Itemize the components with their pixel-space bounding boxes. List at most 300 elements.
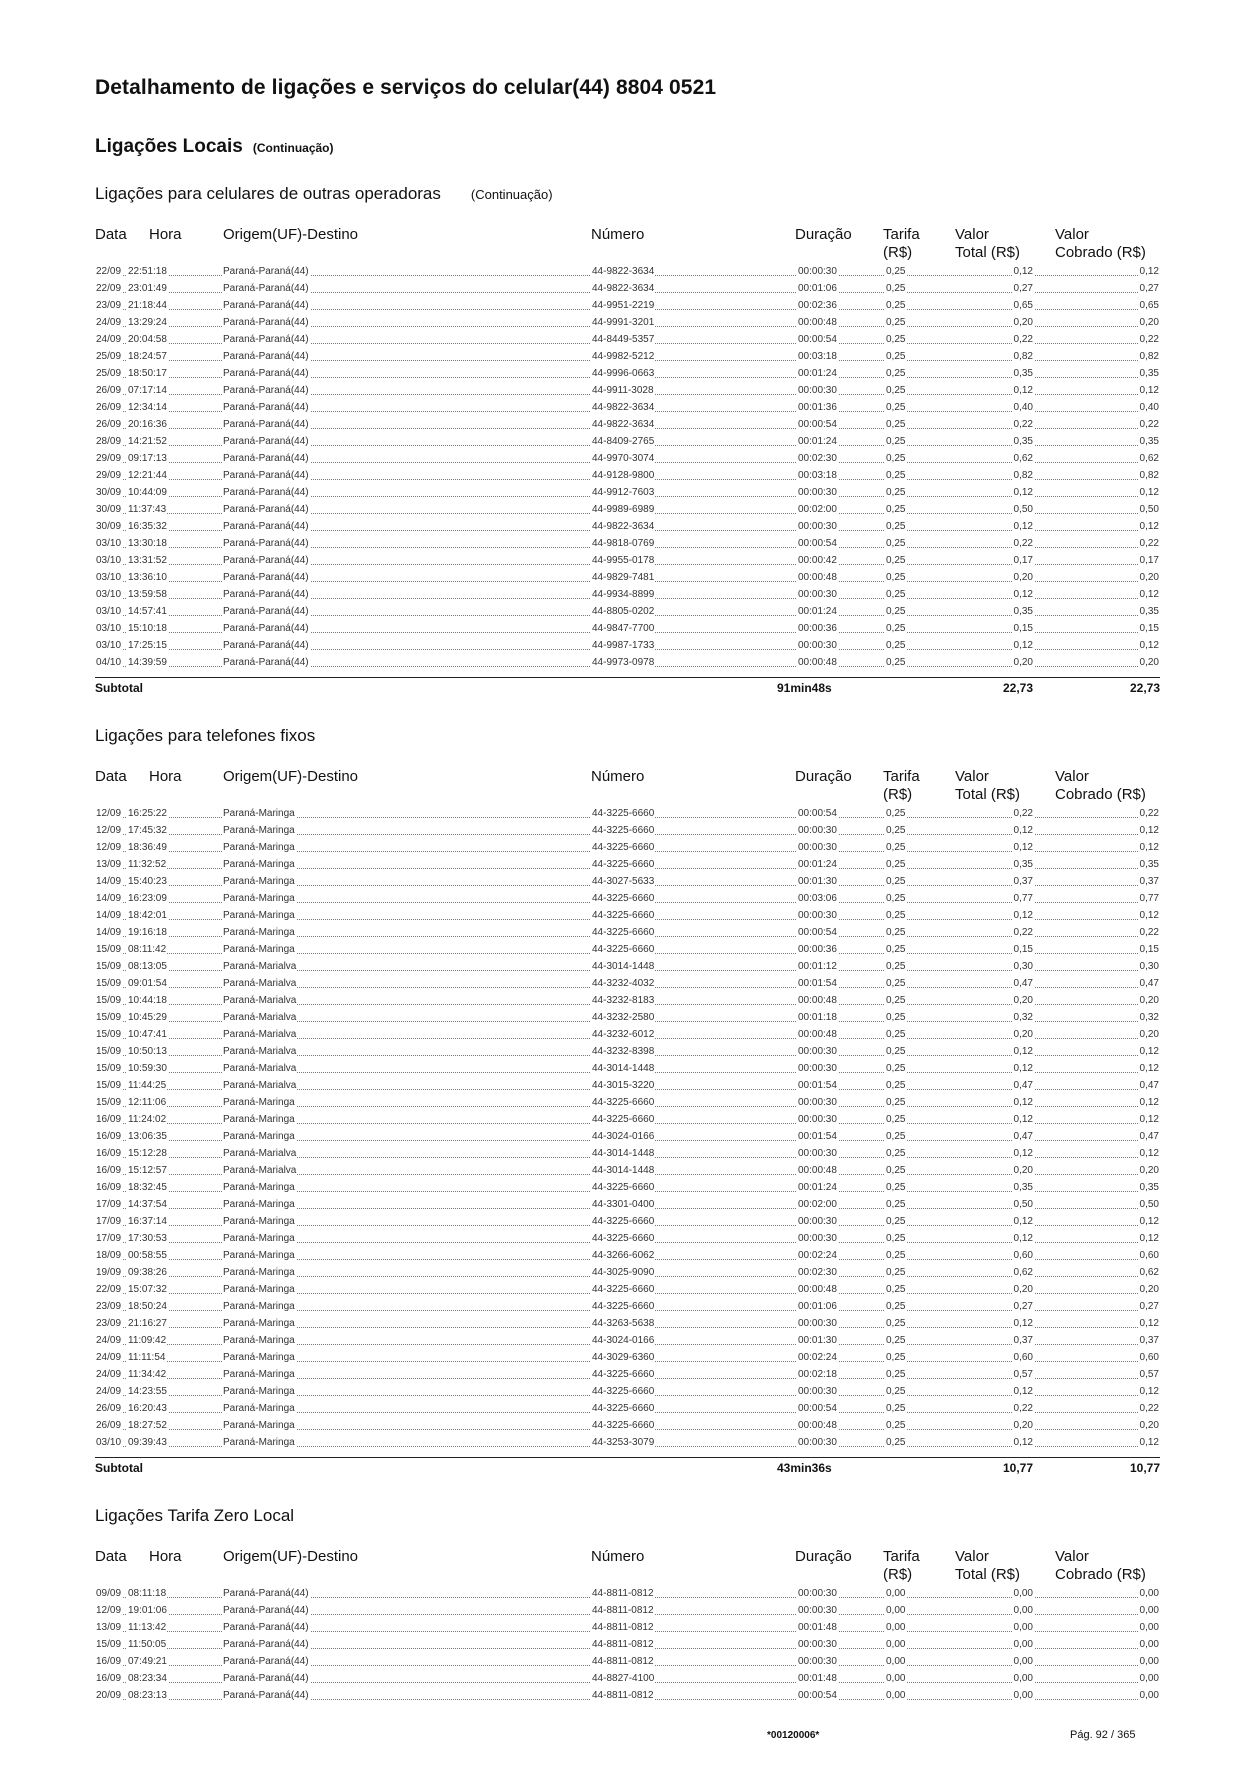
rate-cell: 0,25 (885, 1179, 906, 1196)
origin-destination-cell: Paraná-Maringa (222, 1417, 296, 1434)
charged-value-cell: 0,20 (1139, 654, 1160, 671)
charged-value-cell: 0,12 (1139, 1434, 1160, 1451)
total-value-cell: 0,47 (1013, 1128, 1034, 1145)
origin-destination-cell: Paraná-Maringa (222, 1264, 296, 1281)
time-cell: 17:30:53 (127, 1230, 168, 1247)
spacer (95, 1478, 1160, 1492)
origin-destination-cell: Paraná-Maringa (222, 822, 296, 839)
origin-destination-cell: Paraná-Maringa (222, 924, 296, 941)
subtotal-row (95, 1457, 1160, 1478)
rate-cell: 0,25 (885, 873, 906, 890)
origin-destination-cell: Paraná-Paraná(44) (222, 365, 310, 382)
time-cell: 12:11:06 (127, 1094, 167, 1111)
header-hora: Hora (149, 226, 182, 243)
table-row (95, 1619, 1160, 1636)
date-cell: 03/10 (95, 569, 122, 586)
rate-cell: 0,25 (885, 941, 906, 958)
charged-value-cell: 0,00 (1139, 1670, 1160, 1687)
rate-cell: 0,25 (885, 654, 906, 671)
charged-value-cell: 0,12 (1139, 1145, 1160, 1162)
date-cell: 15/09 (95, 992, 122, 1009)
time-cell: 13:06:35 (127, 1128, 168, 1145)
time-cell: 13:36:10 (127, 569, 168, 586)
time-cell: 17:45:32 (127, 822, 168, 839)
rate-cell: 0,25 (885, 280, 906, 297)
time-cell: 11:34:42 (127, 1366, 167, 1383)
table-row (95, 1332, 1160, 1349)
date-cell: 18/09 (95, 1247, 122, 1264)
total-value-cell: 0,15 (1013, 941, 1034, 958)
table-row (95, 433, 1160, 450)
charged-value-cell: 0,20 (1139, 1026, 1160, 1043)
total-value-cell: 0,82 (1013, 467, 1034, 484)
time-cell: 15:07:32 (127, 1281, 168, 1298)
origin-destination-cell: Paraná-Maringa (222, 839, 296, 856)
origin-destination-cell: Paraná-Maringa (222, 1247, 296, 1264)
date-cell: 30/09 (95, 518, 122, 535)
rate-cell: 0,25 (885, 992, 906, 1009)
table-row (95, 348, 1160, 365)
charged-value-cell: 0,12 (1139, 1111, 1160, 1128)
charged-value-cell: 0,00 (1139, 1687, 1160, 1704)
charged-value-cell: 0,20 (1139, 314, 1160, 331)
table-row (95, 416, 1160, 433)
charged-value-cell: 0,00 (1139, 1619, 1160, 1636)
duration-cell: 00:02:00 (797, 1196, 838, 1213)
number-cell: 44-3225-6660 (591, 1417, 655, 1434)
total-value-cell: 0,12 (1013, 263, 1034, 280)
date-cell: 28/09 (95, 433, 122, 450)
number-cell: 44-3225-6660 (591, 1298, 655, 1315)
origin-destination-cell: Paraná-Paraná(44) (222, 501, 310, 518)
duration-cell: 00:00:30 (797, 1434, 838, 1451)
date-cell: 17/09 (95, 1196, 122, 1213)
duration-cell: 00:00:30 (797, 518, 838, 535)
total-value-cell: 0,00 (1013, 1687, 1034, 1704)
rate-cell: 0,25 (885, 1400, 906, 1417)
date-cell: 03/10 (95, 603, 122, 620)
charged-value-cell: 0,60 (1139, 1247, 1160, 1264)
header-data: Data (95, 1548, 127, 1565)
charged-value-cell: 0,12 (1139, 839, 1160, 856)
header-tarifa (883, 1548, 920, 1584)
charged-value-cell: 0,35 (1139, 433, 1160, 450)
rate-cell: 0,00 (885, 1670, 906, 1687)
number-cell: 44-9818-0769 (591, 535, 655, 552)
time-cell: 15:12:28 (127, 1145, 168, 1162)
header-tarifa-line2: (R$) (883, 244, 913, 261)
duration-cell: 00:00:30 (797, 1383, 838, 1400)
time-cell: 08:11:18 (127, 1585, 167, 1602)
rate-cell: 0,25 (885, 552, 906, 569)
charged-value-cell: 0,12 (1139, 1230, 1160, 1247)
rate-cell: 0,25 (885, 399, 906, 416)
total-value-cell: 0,57 (1013, 1366, 1034, 1383)
date-cell: 13/09 (95, 1619, 122, 1636)
charged-value-cell: 0,00 (1139, 1585, 1160, 1602)
header-valor-cobrado-line1: Valor (1055, 1548, 1089, 1565)
header-tarifa-line1: Tarifa (883, 1548, 920, 1565)
time-cell: 18:42:01 (127, 907, 168, 924)
duration-cell: 00:00:36 (797, 941, 838, 958)
number-cell: 44-8811-0812 (591, 1585, 655, 1602)
table-row (95, 873, 1160, 890)
section-title (95, 136, 1160, 158)
origin-destination-cell: Paraná-Maringa (222, 1094, 296, 1111)
origin-destination-cell: Paraná-Maringa (222, 1298, 296, 1315)
number-cell: 44-3225-6660 (591, 907, 655, 924)
total-value-cell: 0,27 (1013, 1298, 1034, 1315)
table-row (95, 1009, 1160, 1026)
section-name: Ligações Locais (95, 136, 243, 157)
rate-cell: 0,25 (885, 1077, 906, 1094)
total-value-cell: 0,00 (1013, 1653, 1034, 1670)
charged-value-cell: 0,50 (1139, 1196, 1160, 1213)
header-data: Data (95, 226, 127, 243)
header-valor-total-line1: Valor (955, 768, 989, 785)
number-cell: 44-3225-6660 (591, 1094, 655, 1111)
duration-cell: 00:02:36 (797, 297, 838, 314)
table-row (95, 1060, 1160, 1077)
time-cell: 18:36:49 (127, 839, 168, 856)
total-value-cell: 0,22 (1013, 331, 1034, 348)
date-cell: 24/09 (95, 331, 122, 348)
duration-cell: 00:00:30 (797, 1145, 838, 1162)
table-row (95, 1417, 1160, 1434)
total-value-cell: 0,20 (1013, 1417, 1034, 1434)
table-row (95, 1196, 1160, 1213)
charged-value-cell: 0,20 (1139, 1417, 1160, 1434)
origin-destination-cell: Paraná-Marialva (222, 975, 297, 992)
duration-cell: 00:00:54 (797, 1400, 838, 1417)
origin-destination-cell: Paraná-Marialva (222, 1009, 297, 1026)
table-row (95, 941, 1160, 958)
number-cell: 44-9951-2219 (591, 297, 655, 314)
time-cell: 18:27:52 (127, 1417, 168, 1434)
date-cell: 17/09 (95, 1230, 122, 1247)
origin-destination-cell: Paraná-Paraná(44) (222, 484, 310, 501)
time-cell: 13:31:52 (127, 552, 168, 569)
date-cell: 26/09 (95, 416, 122, 433)
duration-cell: 00:01:36 (797, 399, 838, 416)
rate-cell: 0,25 (885, 603, 906, 620)
number-cell: 44-3232-6012 (591, 1026, 655, 1043)
time-cell: 12:34:14 (127, 399, 168, 416)
time-cell: 15:12:57 (127, 1162, 168, 1179)
rate-cell: 0,25 (885, 1213, 906, 1230)
total-value-cell: 0,12 (1013, 518, 1034, 535)
table-row (95, 907, 1160, 924)
total-value-cell: 0,37 (1013, 1332, 1034, 1349)
charged-value-cell: 0,40 (1139, 399, 1160, 416)
duration-cell: 00:03:18 (797, 348, 838, 365)
table-row (95, 839, 1160, 856)
subtotal-label: Subtotal (95, 1461, 143, 1475)
total-value-cell: 0,12 (1013, 839, 1034, 856)
header-valor-total-line2: Total (R$) (955, 1566, 1021, 1583)
table-row (95, 535, 1160, 552)
table-row (95, 620, 1160, 637)
date-cell: 03/10 (95, 586, 122, 603)
time-cell: 13:30:18 (127, 535, 168, 552)
rate-cell: 0,25 (885, 569, 906, 586)
date-cell: 20/09 (95, 1687, 122, 1704)
header-tarifa (883, 226, 920, 262)
origin-destination-cell: Paraná-Maringa (222, 1179, 296, 1196)
table-row (95, 1298, 1160, 1315)
table-row (95, 569, 1160, 586)
origin-destination-cell: Paraná-Maringa (222, 856, 296, 873)
charged-value-cell: 0,20 (1139, 992, 1160, 1009)
origin-destination-cell: Paraná-Paraná(44) (222, 348, 310, 365)
header-numero: Número (591, 768, 645, 785)
total-value-cell: 0,15 (1013, 620, 1034, 637)
charged-value-cell: 0,22 (1139, 805, 1160, 822)
date-cell: 16/09 (95, 1162, 122, 1179)
time-cell: 10:47:41 (127, 1026, 168, 1043)
header-tarifa-line2: (R$) (883, 1566, 913, 1583)
total-value-cell: 0,47 (1013, 975, 1034, 992)
duration-cell: 00:01:24 (797, 856, 838, 873)
duration-cell: 00:00:48 (797, 569, 838, 586)
time-cell: 14:37:54 (127, 1196, 168, 1213)
charged-value-cell: 0,12 (1139, 1383, 1160, 1400)
origin-destination-cell: Paraná-Paraná(44) (222, 654, 310, 671)
rate-cell: 0,25 (885, 535, 906, 552)
table-row (95, 1383, 1160, 1400)
date-cell: 24/09 (95, 314, 122, 331)
header-valor-cobrado (1055, 768, 1146, 804)
table-row (95, 1585, 1160, 1602)
date-cell: 23/09 (95, 1298, 122, 1315)
total-value-cell: 0,35 (1013, 1179, 1034, 1196)
table-row (95, 1094, 1160, 1111)
total-value-cell: 0,22 (1013, 416, 1034, 433)
origin-destination-cell: Paraná-Paraná(44) (222, 569, 310, 586)
duration-cell: 00:00:48 (797, 1026, 838, 1043)
duration-cell: 00:00:54 (797, 331, 838, 348)
number-cell: 44-3232-8398 (591, 1043, 655, 1060)
time-cell: 11:11:54 (127, 1349, 166, 1366)
charged-value-cell: 0,77 (1139, 890, 1160, 907)
header-valor-cobrado-line2: Cobrado (R$) (1055, 786, 1146, 803)
number-cell: 44-3225-6660 (591, 1179, 655, 1196)
duration-cell: 00:01:48 (797, 1619, 838, 1636)
table-row (95, 1179, 1160, 1196)
charged-value-cell: 0,22 (1139, 331, 1160, 348)
number-cell: 44-3024-0166 (591, 1128, 655, 1145)
header-duracao: Duração (795, 768, 852, 785)
duration-cell: 00:00:30 (797, 1585, 838, 1602)
number-cell: 44-9970-3074 (591, 450, 655, 467)
duration-cell: 00:02:24 (797, 1349, 838, 1366)
header-valor-total-line1: Valor (955, 226, 989, 243)
table-row (95, 654, 1160, 671)
time-cell: 14:23:55 (127, 1383, 168, 1400)
date-cell: 16/09 (95, 1128, 122, 1145)
number-cell: 44-3266-6062 (591, 1247, 655, 1264)
date-cell: 26/09 (95, 1417, 122, 1434)
time-cell: 18:32:45 (127, 1179, 168, 1196)
date-cell: 22/09 (95, 280, 122, 297)
date-cell: 12/09 (95, 805, 122, 822)
table-row (95, 603, 1160, 620)
subtotal-duration: 43min36s (777, 1461, 832, 1475)
header-tarifa (883, 768, 920, 804)
total-value-cell: 0,62 (1013, 1264, 1034, 1281)
date-cell: 15/09 (95, 1043, 122, 1060)
table-row (95, 1281, 1160, 1298)
group-title (95, 1506, 1160, 1526)
charged-value-cell: 0,82 (1139, 467, 1160, 484)
rate-cell: 0,25 (885, 331, 906, 348)
date-cell: 24/09 (95, 1366, 122, 1383)
charged-value-cell: 0,15 (1139, 941, 1160, 958)
number-cell: 44-9829-7481 (591, 569, 655, 586)
charged-value-cell: 0,57 (1139, 1366, 1160, 1383)
duration-cell: 00:00:30 (797, 822, 838, 839)
header-valor-cobrado (1055, 226, 1146, 262)
rate-cell: 0,25 (885, 1281, 906, 1298)
header-valor-cobrado-line1: Valor (1055, 768, 1089, 785)
date-cell: 15/09 (95, 1009, 122, 1026)
header-tarifa-line2: (R$) (883, 786, 913, 803)
duration-cell: 00:03:06 (797, 890, 838, 907)
date-cell: 03/10 (95, 637, 122, 654)
duration-cell: 00:00:48 (797, 992, 838, 1009)
header-valor-cobrado-line2: Cobrado (R$) (1055, 1566, 1146, 1583)
total-value-cell: 0,62 (1013, 450, 1034, 467)
origin-destination-cell: Paraná-Paraná(44) (222, 416, 310, 433)
charged-value-cell: 0,00 (1139, 1636, 1160, 1653)
time-cell: 07:17:14 (127, 382, 168, 399)
rate-cell: 0,25 (885, 856, 906, 873)
time-cell: 10:44:18 (127, 992, 168, 1009)
charged-value-cell: 0,47 (1139, 1077, 1160, 1094)
subtotal-label: Subtotal (95, 681, 143, 695)
date-cell: 30/09 (95, 484, 122, 501)
subtotal-row (95, 677, 1160, 698)
date-cell: 19/09 (95, 1264, 122, 1281)
number-cell: 44-9955-0178 (591, 552, 655, 569)
duration-cell: 00:00:30 (797, 1213, 838, 1230)
date-cell: 15/09 (95, 1094, 122, 1111)
origin-destination-cell: Paraná-Paraná(44) (222, 433, 310, 450)
total-value-cell: 0,35 (1013, 856, 1034, 873)
number-cell: 44-3225-6660 (591, 1230, 655, 1247)
number-cell: 44-9822-3634 (591, 518, 655, 535)
charged-value-cell: 0,50 (1139, 501, 1160, 518)
table-row (95, 1043, 1160, 1060)
table-row (95, 399, 1160, 416)
charged-value-cell: 0,27 (1139, 280, 1160, 297)
number-cell: 44-3232-2580 (591, 1009, 655, 1026)
time-cell: 20:16:36 (127, 416, 168, 433)
rate-cell: 0,25 (885, 433, 906, 450)
time-cell: 16:20:43 (127, 1400, 168, 1417)
duration-cell: 00:00:48 (797, 1281, 838, 1298)
duration-cell: 00:00:54 (797, 1687, 838, 1704)
number-cell: 44-9847-7700 (591, 620, 655, 637)
duration-cell: 00:00:30 (797, 637, 838, 654)
origin-destination-cell: Paraná-Maringa (222, 1213, 296, 1230)
time-cell: 12:21:44 (127, 467, 168, 484)
origin-destination-cell: Paraná-Maringa (222, 890, 296, 907)
table-row (95, 958, 1160, 975)
date-cell: 12/09 (95, 839, 122, 856)
time-cell: 22:51:18 (127, 263, 168, 280)
origin-destination-cell: Paraná-Maringa (222, 1400, 296, 1417)
charged-value-cell: 0,47 (1139, 975, 1160, 992)
origin-destination-cell: Paraná-Paraná(44) (222, 518, 310, 535)
header-tarifa-line1: Tarifa (883, 768, 920, 785)
rate-cell: 0,25 (885, 314, 906, 331)
date-cell: 29/09 (95, 450, 122, 467)
origin-destination-cell: Paraná-Paraná(44) (222, 399, 310, 416)
date-cell: 03/10 (95, 535, 122, 552)
charged-value-cell: 0,12 (1139, 1043, 1160, 1060)
date-cell: 15/09 (95, 975, 122, 992)
header-valor-total-line2: Total (R$) (955, 244, 1021, 261)
charged-value-cell: 0,82 (1139, 348, 1160, 365)
table-row (95, 890, 1160, 907)
date-cell: 26/09 (95, 1400, 122, 1417)
number-cell: 44-3253-3079 (591, 1434, 655, 1451)
time-cell: 11:13:42 (127, 1619, 167, 1636)
subtotal-total-value: 10,77 (1002, 1461, 1033, 1475)
date-cell: 30/09 (95, 501, 122, 518)
duration-cell: 00:00:36 (797, 620, 838, 637)
duration-cell: 00:01:06 (797, 280, 838, 297)
total-value-cell: 0,17 (1013, 552, 1034, 569)
number-cell: 44-8811-0812 (591, 1602, 655, 1619)
call-group (95, 184, 1160, 712)
number-cell: 44-3225-6660 (591, 1383, 655, 1400)
table-row (95, 1162, 1160, 1179)
rate-cell: 0,25 (885, 467, 906, 484)
total-value-cell: 0,12 (1013, 1383, 1034, 1400)
duration-cell: 00:00:30 (797, 1111, 838, 1128)
date-cell: 26/09 (95, 399, 122, 416)
time-cell: 16:23:09 (127, 890, 168, 907)
rate-cell: 0,00 (885, 1619, 906, 1636)
table-row (95, 297, 1160, 314)
rate-cell: 0,25 (885, 297, 906, 314)
total-value-cell: 0,20 (1013, 1281, 1034, 1298)
group-title (95, 726, 1160, 746)
rate-cell: 0,25 (885, 907, 906, 924)
table-row (95, 975, 1160, 992)
total-value-cell: 0,35 (1013, 433, 1034, 450)
time-cell: 11:09:42 (127, 1332, 167, 1349)
rate-cell: 0,25 (885, 637, 906, 654)
origin-destination-cell: Paraná-Paraná(44) (222, 382, 310, 399)
header-valor-cobrado (1055, 1548, 1146, 1584)
rate-cell: 0,25 (885, 1162, 906, 1179)
date-cell: 25/09 (95, 365, 122, 382)
total-value-cell: 0,32 (1013, 1009, 1034, 1026)
time-cell: 09:17:13 (127, 450, 168, 467)
duration-cell: 00:00:30 (797, 382, 838, 399)
time-cell: 19:16:18 (127, 924, 168, 941)
time-cell: 19:01:06 (127, 1602, 168, 1619)
number-cell: 44-9822-3634 (591, 280, 655, 297)
time-cell: 09:38:26 (127, 1264, 168, 1281)
time-cell: 10:45:29 (127, 1009, 168, 1026)
total-value-cell: 0,27 (1013, 280, 1034, 297)
time-cell: 10:59:30 (127, 1060, 168, 1077)
call-groups (95, 184, 1160, 1704)
